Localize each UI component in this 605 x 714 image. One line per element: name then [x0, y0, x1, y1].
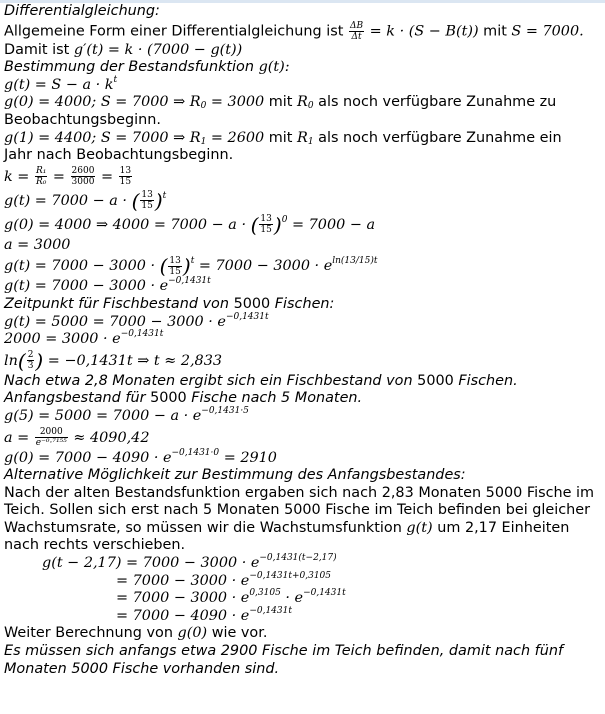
- time-eq-1: $g(t) = 5000 = 7000 - 3000 \cdot e^{-0,1431t}$: [4, 311, 269, 330]
- initial-eq-3: $g(0) = 7000 - 4090 \cdot e^{-0,1431\cdot 0} = 2910$: [4, 447, 277, 466]
- g0-condition: g(0) = 4000 ⇒ 4000 = 7000 − a · ( $\frac{13}{15}$ )$^0$ = 7000 − a: [4, 212, 376, 237]
- solution-document: [4, 3, 602, 678]
- shift-eq-3: = $7000 - 3000 \cdot e^{0,3105} \cdot e^{-0,1431t}$: [116, 588, 346, 607]
- result-time: Nach etwa 2,8 Monaten ergibt sich ein Fischbestand von 5000 Fischen.: [4, 372, 518, 389]
- heading-stock-function: Bestimmung der Bestandsfunktion g(t):: [4, 59, 290, 76]
- fraction-13-15: $\frac{13}{15}$: [119, 166, 132, 188]
- g-final-form: $g(t) = 7000 - 3000 \cdot e^{-0,1431t}$: [4, 276, 211, 295]
- fraction-r1-r0: $\frac{\text{R₁}}{\text{R₀}}$: [35, 166, 47, 188]
- r0-line-cont: Beobachtungsbeginn.: [4, 111, 161, 128]
- k-equation: k = $\frac{\text{R₁}}{\text{R₀}}$ = $\frac{2600}{3000}$ = $\frac{13}{15}$: [4, 166, 132, 188]
- alt-paragraph-2: Teich. Sollen sich erst nach 5 Monaten 5000 Fische im Teich befinden bei gleicher: [4, 502, 591, 519]
- alt-paragraph-3: Wachstumsrate, so müssen wir die Wachstumsfunktion g(t) um 2,17 Einheiten: [4, 519, 570, 536]
- time-eq-2: $2000 = 3000 \cdot e^{-0,1431t}$: [4, 329, 164, 348]
- initial-eq-2: a = $\frac{2000}{\text{e⁻⁰·⁷¹⁵⁵}}$ ≈ 4090,42: [4, 427, 150, 448]
- heading-initial-stock: Anfangsbestand für 5000 Fische nach 5 Monaten.: [4, 390, 363, 407]
- shift-eq-1: $g(t - 2,17) = 7000 - 3000 \cdot e^{-0,1431(t-2,17)}$: [42, 553, 337, 572]
- initial-eq-1: $g(5) = 5000 = 7000 - a \cdot e^{-0,1431\cdot 5}$: [4, 405, 249, 424]
- heading-time-5000: Zeitpunkt für Fischbestand von 5000 Fischen:: [4, 295, 335, 312]
- alt-paragraph-1: Nach der alten Bestandsfunktion ergaben sich nach 2,83 Monaten 5000 Fische im: [4, 484, 595, 501]
- r1-line: g(1) = 4400; S = 7000 ⇒ $R_1 = 2600$ mit $R_1$ als noch verfügbare Zunahme ein: [4, 129, 562, 147]
- alt-paragraph-4: nach rechts verschieben.: [4, 537, 186, 554]
- g-exponential-form: g(t) = 7000 − 3000 · ( $\frac{13}{15}$ )$^t = 7000 - 3000 \cdot e^{ln(13/15)t}$: [4, 254, 378, 279]
- general-form-line: Allgemeine Form einer Differentialgleichung ist $\frac{\Delta B}{\Delta t}$ = k · (S − B(t)) mit S = 7000.: [4, 20, 584, 42]
- shift-eq-2: = $7000 - 3000 \cdot e^{-0,1431t+0,3105}$: [116, 570, 332, 589]
- r0-line: g(0) = 4000; S = 7000 ⇒ $R_0 = 3000$ mit $R_0$ als noch verfügbare Zunahme zu: [4, 94, 557, 112]
- conclusion-2: Monaten 5000 Fische vorhanden sind.: [4, 660, 280, 677]
- time-eq-3: ln( $\frac{2}{3}$ ) = −0,1431t ⇒ t ≈ 2,833: [4, 348, 223, 373]
- heading-differential-equation: Differentialgleichung:: [4, 3, 160, 19]
- general-stock-formula: $g(t) = S - a \cdot k^t$: [4, 74, 118, 93]
- g-with-a: g(t) = 7000 − a · ( $\frac{13}{15}$ )$^t$: [4, 188, 167, 213]
- conclusion-1: Es müssen sich anfangs etwa 2900 Fische im Teich befinden, damit nach fünf: [4, 643, 564, 660]
- heading-alternative: Alternative Möglichkeit zur Bestimmung des Anfangsbestandes:: [4, 467, 466, 484]
- shift-eq-4: = $7000 - 4090 \cdot e^{-0,1431t}$: [116, 605, 292, 624]
- a-value: a = 3000: [4, 236, 71, 253]
- r1-line-cont: Jahr nach Beobachtungsbeginn.: [4, 147, 234, 164]
- delta-fraction: $\frac{\Delta B}{\Delta t}$: [349, 20, 364, 42]
- further-calc: Weiter Berechnung von g(0) wie vor.: [4, 625, 268, 642]
- fraction-2600-3000: $\frac{2600}{3000}$: [71, 166, 95, 188]
- derivative-line: Damit ist g′(t) = k · (7000 − g(t)): [4, 41, 243, 58]
